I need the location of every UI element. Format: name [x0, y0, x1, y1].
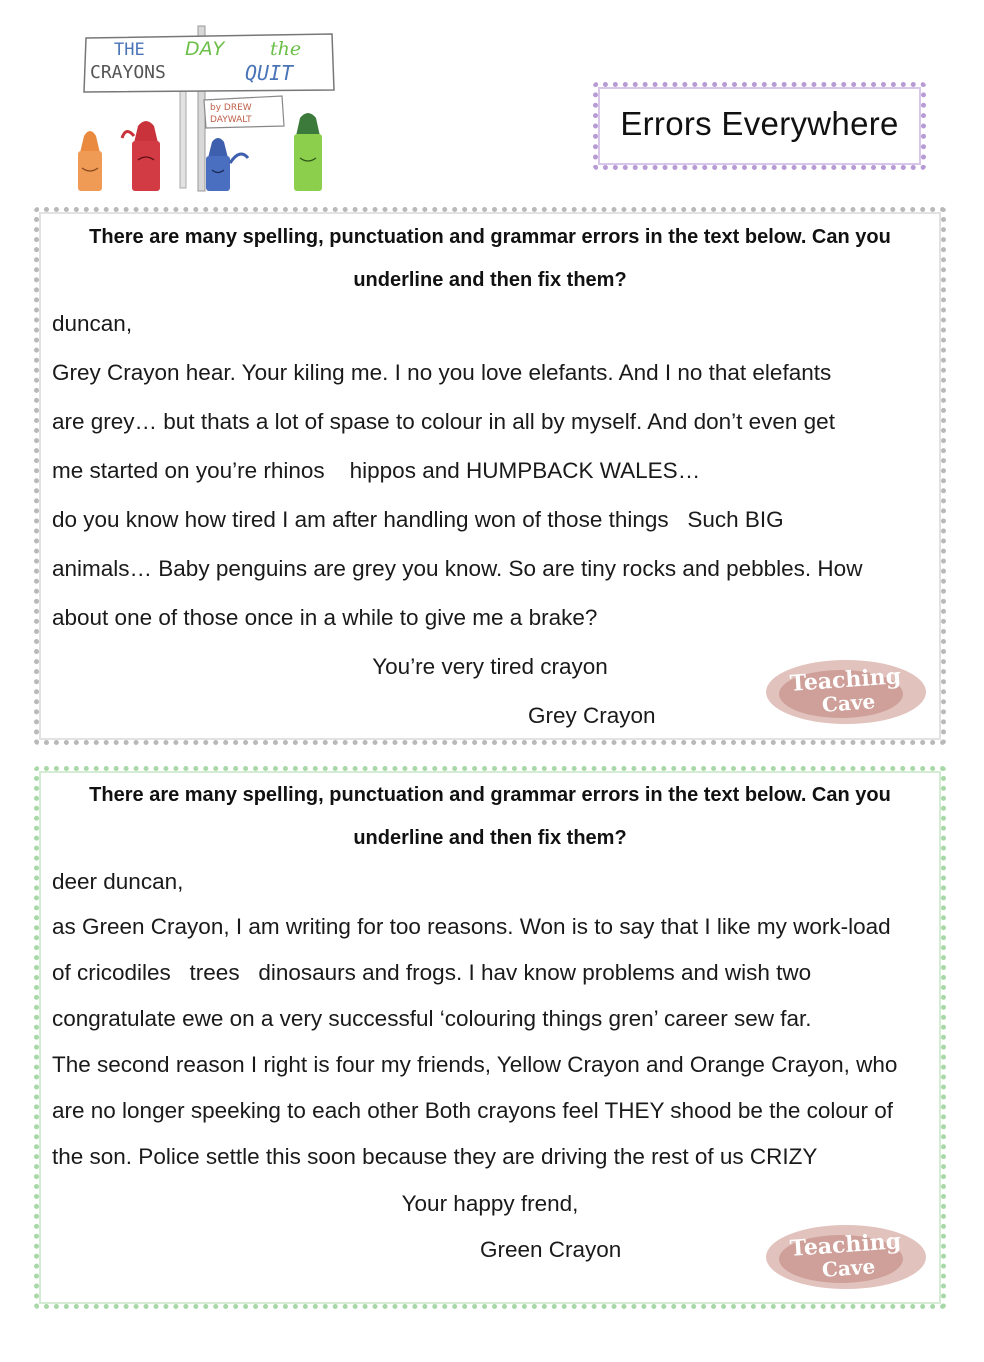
letter-line: Grey Crayon hear. Your kiling me. I no you love elefants. And I no that elefants: [52, 360, 832, 385]
page-title-box: [593, 82, 926, 170]
teaching-cave-logo: [761, 654, 931, 729]
book-title-the-lower: the: [270, 38, 302, 60]
book-title-quit: QUIT: [245, 61, 294, 85]
book-title-the: THE: [114, 40, 145, 60]
book-author-line1: by DREW: [210, 103, 252, 113]
book-title-day: DAY: [185, 38, 225, 60]
svg-text:Teaching: Teaching: [789, 1228, 902, 1262]
svg-text:Cave: Cave: [821, 1254, 876, 1282]
svg-text:Teaching: Teaching: [789, 663, 902, 697]
letter-line: the son. Police settle this soon because they are driving the rest of us CRIZY: [52, 1144, 818, 1169]
letter-line: as Green Crayon, I am writing for too reasons. Won is to say that I like my work-load: [52, 914, 891, 939]
letter-signature: Green Crayon: [480, 1237, 622, 1262]
letter-closing: Your happy frend,: [401, 1191, 579, 1216]
instruction-line-2: underline and then fix them?: [353, 269, 627, 291]
blue-crayon-icon: [206, 138, 248, 191]
instruction-line-1: There are many spelling, punctuation and grammar errors in the text below. Can you: [89, 226, 891, 248]
letter-signature: Grey Crayon: [528, 703, 656, 728]
book-author-line2: DAYWALT: [210, 115, 252, 125]
instruction-line-1: There are many spelling, punctuation and grammar errors in the text below. Can you: [89, 784, 891, 806]
red-crayon-icon: [122, 121, 160, 191]
letter-closing: You’re very tired crayon: [372, 654, 608, 679]
green-crayon-icon: [294, 113, 322, 191]
letter-line: The second reason I right is four my friends, Yellow Crayon and Orange Crayon, who: [52, 1052, 898, 1077]
svg-text:Cave: Cave: [821, 689, 876, 717]
letter-line: deer duncan,: [52, 869, 184, 894]
instruction-line-2: underline and then fix them?: [353, 827, 627, 849]
letter-line: do you know how tired I am after handling won of those things Such BIG: [52, 507, 784, 532]
letter-line: are no longer speeking to each other Both crayons feel THEY shood be the colour of: [52, 1098, 893, 1123]
letter-line: duncan,: [52, 311, 133, 336]
letter-line: are grey… but thats a lot of spase to colour in all by myself. And don’t even get: [52, 409, 835, 434]
letter-line: about one of those once in a while to give me a brake?: [52, 605, 598, 630]
green-crayon-letter-panel: [34, 766, 946, 1309]
letter-line: animals… Baby penguins are grey you know. So are tiny rocks and pebbles. How: [52, 556, 863, 581]
grey-crayon-letter-panel: [34, 207, 946, 745]
letter-line: me started on you’re rhinos hippos and HUMPBACK WALES…: [52, 458, 701, 483]
page-title: Errors Everywhere: [620, 105, 899, 142]
orange-crayon-icon: [78, 131, 102, 191]
letter-line: congratulate ewe on a very successful ‘colouring things gren’ career sew far.: [52, 1006, 812, 1031]
book-cover-illustration: [70, 18, 345, 193]
book-title-crayons: CRAYONS: [90, 62, 166, 83]
letter-line: of cricodiles trees dinosaurs and frogs. I hav know problems and wish two: [52, 960, 812, 985]
teaching-cave-logo: [761, 1219, 931, 1294]
